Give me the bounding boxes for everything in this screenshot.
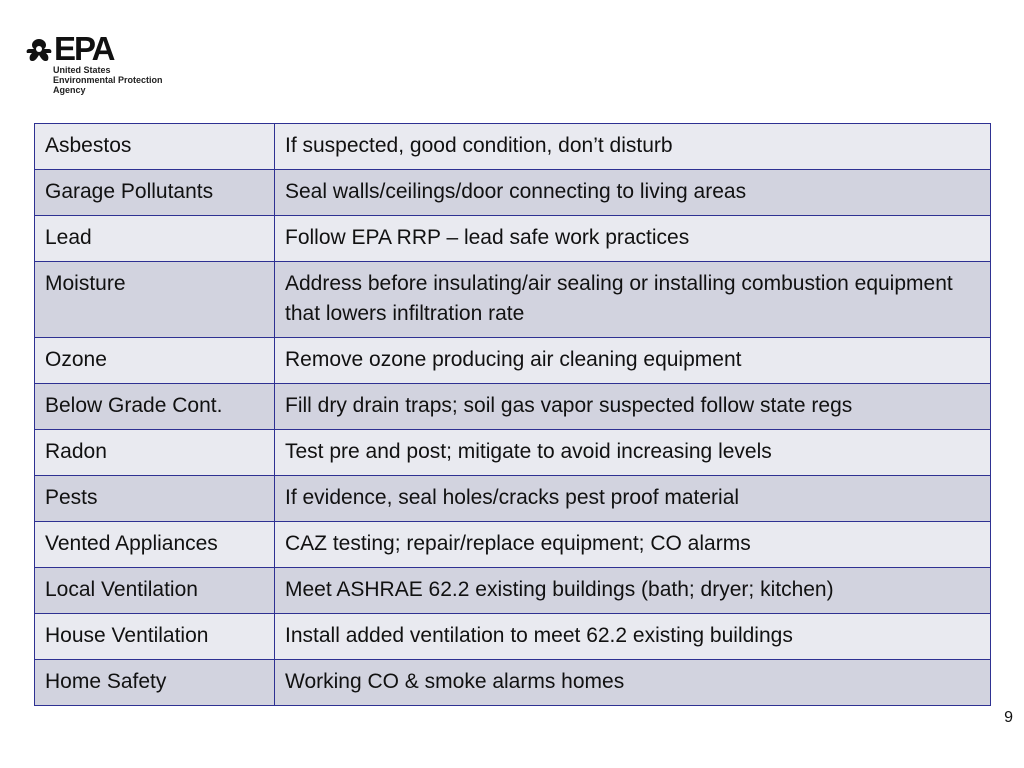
table-row (35, 430, 991, 476)
guidance-cell: Fill dry drain traps; soil gas vapor suspected follow state regs (275, 384, 991, 430)
table-row (35, 262, 991, 338)
guidance-cell: If suspected, good condition, don’t disturb (275, 124, 991, 170)
topic-cell: Below Grade Cont. (35, 384, 275, 430)
page-number: 9 (1004, 709, 1013, 726)
agency-line-3: Agency (53, 85, 86, 95)
table-row (35, 568, 991, 614)
table-row (35, 216, 991, 262)
agency-line-1: United States (53, 65, 111, 75)
topic-cell: Garage Pollutants (35, 170, 275, 216)
epa-flower-icon (24, 36, 54, 66)
epa-wordmark: EPA (54, 30, 114, 67)
epa-agency-name (53, 65, 163, 95)
table-row (35, 124, 991, 170)
topic-cell: Home Safety (35, 660, 275, 706)
table-row (35, 384, 991, 430)
guidance-cell: Address before insulating/air sealing or installing combustion equipment that lowers infiltration rate (275, 262, 991, 338)
topic-cell: Ozone (35, 338, 275, 384)
guidance-cell: Install added ventilation to meet 62.2 existing buildings (275, 614, 991, 660)
guidance-cell: Remove ozone producing air cleaning equipment (275, 338, 991, 384)
topic-cell: House Ventilation (35, 614, 275, 660)
agency-line-2: Environmental Protection (53, 75, 163, 85)
topic-cell: Radon (35, 430, 275, 476)
guidance-cell: Follow EPA RRP – lead safe work practices (275, 216, 991, 262)
table-row (35, 522, 991, 568)
guidance-cell: CAZ testing; repair/replace equipment; CO alarms (275, 522, 991, 568)
table-row (35, 660, 991, 706)
guidance-cell: Test pre and post; mitigate to avoid increasing levels (275, 430, 991, 476)
guidance-cell: If evidence, seal holes/cracks pest proof material (275, 476, 991, 522)
table-row (35, 614, 991, 660)
guidance-cell: Working CO & smoke alarms homes (275, 660, 991, 706)
table-row (35, 170, 991, 216)
topic-cell: Lead (35, 216, 275, 262)
topic-cell: Vented Appliances (35, 522, 275, 568)
table-row (35, 476, 991, 522)
topic-cell: Pests (35, 476, 275, 522)
topic-cell: Local Ventilation (35, 568, 275, 614)
guidance-cell: Seal walls/ceilings/door connecting to living areas (275, 170, 991, 216)
topic-cell: Asbestos (35, 124, 275, 170)
hazards-table (34, 123, 991, 706)
guidance-cell: Meet ASHRAE 62.2 existing buildings (bath; dryer; kitchen) (275, 568, 991, 614)
topic-cell: Moisture (35, 262, 275, 338)
table-row (35, 338, 991, 384)
epa-logo (24, 30, 184, 98)
